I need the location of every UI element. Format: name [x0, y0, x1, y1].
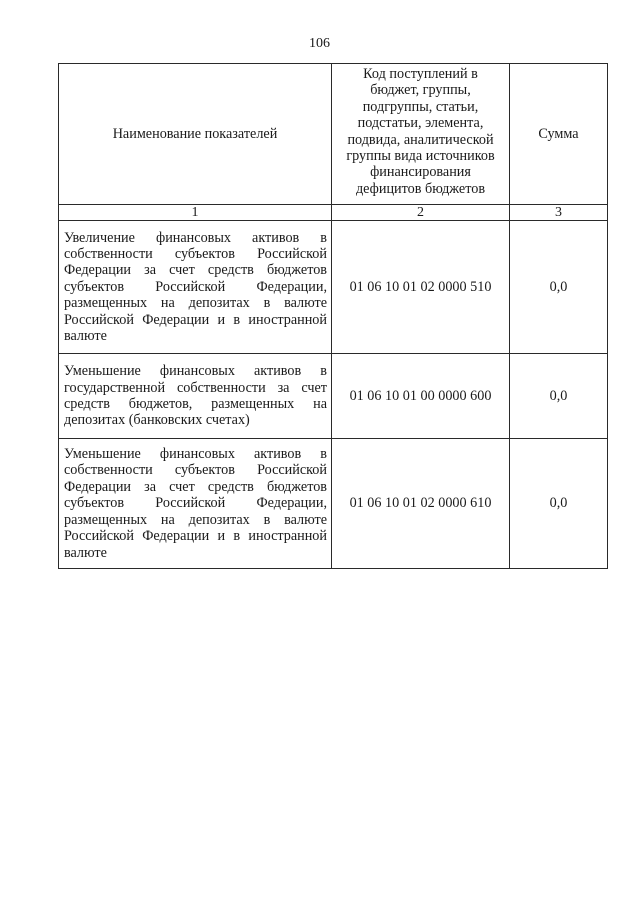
table-row [59, 439, 608, 569]
column-number-row [59, 205, 608, 221]
table-header-row [59, 64, 608, 205]
row-amount: 0,0 [510, 439, 608, 569]
header-name: Наименование показателей [59, 64, 332, 205]
row-amount: 0,0 [510, 221, 608, 354]
row-code: 01 06 10 01 02 0000 610 [332, 439, 510, 569]
row-code: 01 06 10 01 02 0000 510 [332, 221, 510, 354]
row-amount: 0,0 [510, 354, 608, 439]
header-amount: Сумма [510, 64, 608, 205]
header-code: Код поступлений в бюджет, группы, подгруппы, статьи, подстатьи, элемента, подвида, аналитической группы вида источников финансирования дефицитов бюджетов [332, 64, 510, 205]
table-row [59, 354, 608, 439]
column-number: 2 [332, 205, 510, 221]
table-row [59, 221, 608, 354]
row-code: 01 06 10 01 00 0000 600 [332, 354, 510, 439]
row-name: Увеличение финансовых активов в собственности субъектов Российской Федерации за счет средств бюджетов субъектов Российской Федерации, размещенных на депозитах в валюте Российской Федерации и в иностранной валюте [59, 221, 332, 354]
page-number: 106 [309, 36, 330, 51]
budget-sources-table [58, 63, 608, 569]
column-number: 3 [510, 205, 608, 221]
column-number: 1 [59, 205, 332, 221]
row-name: Уменьшение финансовых активов в собственности субъектов Российской Федерации за счет средств бюджетов субъектов Российской Федерации, размещенных на депозитах в валюте Российской Федерации и в иностранной валюте [59, 439, 332, 569]
row-name: Уменьшение финансовых активов в государственной собственности за счет средств бюджетов, размещенных на депозитах (банковских счетах) [59, 354, 332, 439]
